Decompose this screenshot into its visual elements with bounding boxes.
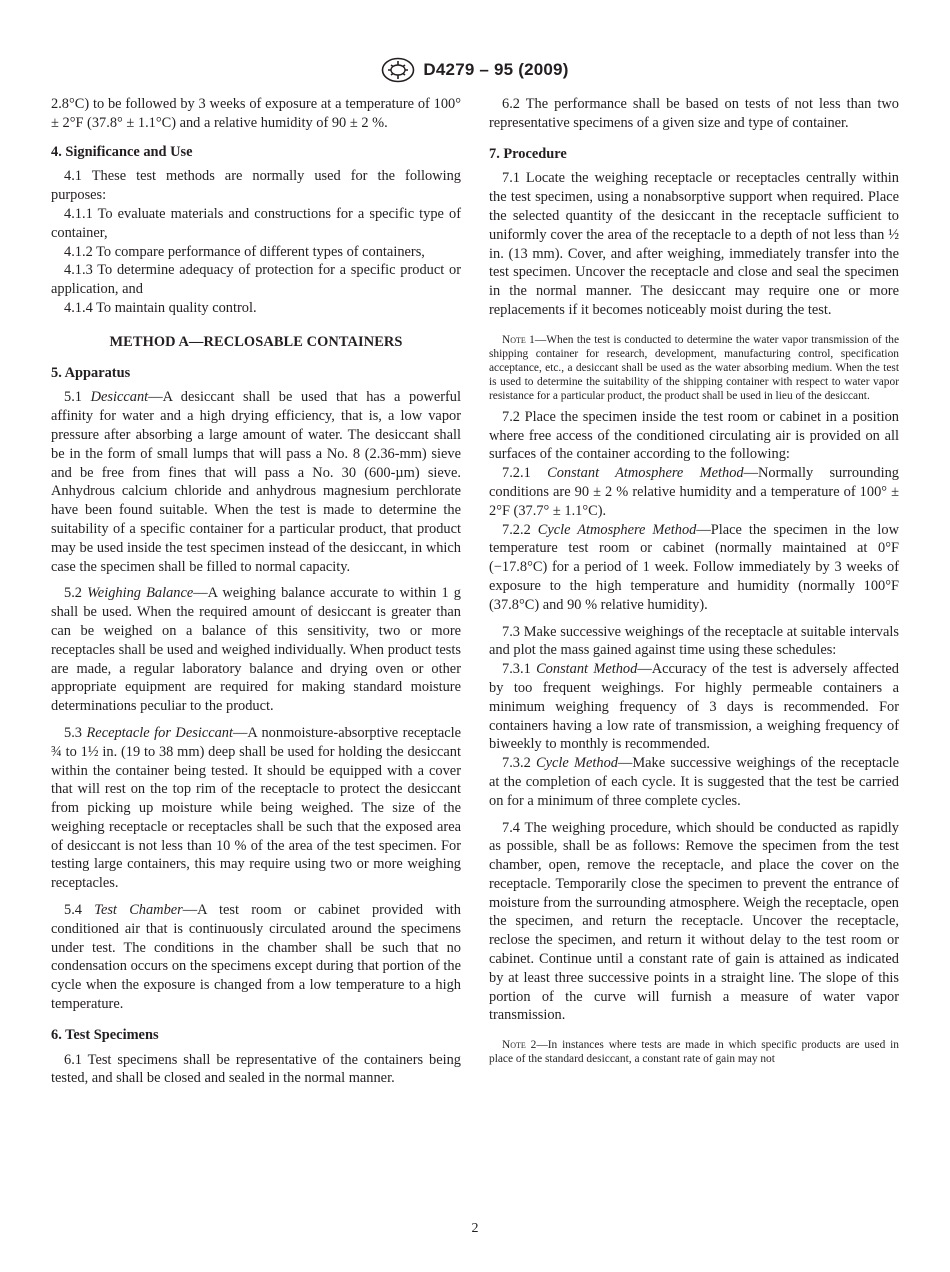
paragraph-7-2: 7.2 Place the specimen inside the test room or cabinet in a position where free access of the conditioned circulating air is provided on all surfaces of the container according to the following: xyxy=(489,408,899,463)
paragraph-7-3: 7.3 Make successive weighings of the receptacle at suitable intervals and plot the mass gained against time using these schedules: xyxy=(489,623,899,659)
right-column xyxy=(489,95,899,1071)
note-2: Note 2—In instances where tests are made in which specific products are used in place of the standard desiccant, a constant rate of gain may not xyxy=(489,1039,899,1066)
note-1: Note 1—When the test is conducted to determine the water vapor transmission of the shipping container for research, development, manufacturing control, specification acceptance, etc., a desiccant shall be used as the water absorbing medium. When the test is used to determine the suitability of the shipping container with respect to water vapor resistance for a particular product, the product shall be used in lieu of the desiccant. xyxy=(489,333,900,402)
paragraph-5-3: 5.3 Receptacle for Desiccant—A nonmoisture-absorptive receptacle ¾ to 1½ in. (19 to 38 mm) deep shall be used for holding the desiccant within the container being tested. It should be equipped with a cover that will rest on the top rim of the receptacle to protect the desiccant from picking up moisture while being weighed. The size of the weighing receptacle or receptacles shall be such that the exposed area of desiccant is not less than 10 % of the area of the test specimen. For testing large containers, this may require using two or more weighing receptacles. xyxy=(51,724,461,892)
paragraph-6-2: 6.2 The performance shall be based on tests of not less than two representative specimens of a given size and type of container. xyxy=(489,96,899,131)
paragraph-4-1-2: 4.1.2 To compare performance of different types of containers, xyxy=(64,243,425,260)
paragraph-7-2-1: 7.2.1 Constant Atmosphere Method—Normally surrounding conditions are 90 ± 2 % relative humidity and a temperature of 100° ± 2°F (37.7° ± 1.1°C). xyxy=(489,465,899,519)
paragraph-4-1-1: 4.1.1 To evaluate materials and constructions for a specific type of container, xyxy=(51,205,461,241)
paragraph-5-4: 5.4 Test Chamber—A test room or cabinet provided with conditioned air that is continuously circulated around the specimens under test. The conditions in the chamber shall be such that no condensation occurs on the specimens except during that portion of the cycle when the exposure is changed from a low temperature to a high temperature. xyxy=(51,902,461,1013)
paragraph-4-1: 4.1 These test methods are normally used for the following purposes: xyxy=(51,168,461,204)
section-5-title: 5. Apparatus xyxy=(51,364,131,381)
paragraph-6-1: 6.1 Test specimens shall be representative of the containers being tested, and shall be closed and sealed in the normal manner. xyxy=(51,1051,461,1087)
paragraph-7-4: 7.4 The weighing procedure, which should be conducted as rapidly as possible, shall be as follows: Remove the specimen from the test chamber, open, remove the receptacle, and place the cover on the receptacle. Temporarily close the specimen to prevent the entrance of moisture from the surrounding atmosphere. Weigh the receptacle, open the specimen, and return the receptacle. Uncover the receptacle, reclose the specimen, and return it without delay to the test room or cabinet. Continue until a constant rate of gain is attained as indicated by at least three successive points in a straight line. The slope of this portion of the curve will furnish a measure of water vapor transmission. xyxy=(489,819,899,1024)
paragraph-4-1-3: 4.1.3 To determine adequacy of protection for a specific product or application, and xyxy=(51,262,461,298)
paragraph-7-1: 7.1 Locate the weighing receptacle or receptacles centrally within the test specimen, using a nonabsorptive support when required. Place the selected quantity of the desiccant in the receptacle sufficient to uniformly cover the area of the receptacle to a depth of not less than ½ in. (13 mm). Cover, and after weighing, immediately transfer into the test specimen. Uncover the receptacle and close and seal the specimen in the normal manner. The desiccant may require one or more replacements if it becomes noticeably moist during the test. xyxy=(489,170,899,318)
paragraph-4-1-4: 4.1.4 To maintain quality control. xyxy=(64,299,257,316)
page-header xyxy=(0,56,950,84)
paragraph-7-3-1: 7.3.1 Constant Method—Accuracy of the test is adversely affected by too frequent weighings. For highly permeable containers a minimum weighing frequency of 3 days is recommended. For containers having a low rate of transmission, a weighing frequency of biweekly to monthly is recommended. xyxy=(489,661,899,753)
page-number: 2 xyxy=(471,1221,479,1236)
paragraph-continuation: 2.8°C) to be followed by 3 weeks of exposure at a temperature of 100° ± 2°F (37.8° ± 1.1°C) and a relative humidity of 90 ± 2 %. xyxy=(51,96,461,131)
paragraph-5-2: 5.2 Weighing Balance—A weighing balance accurate to within 1 g shall be used. When the required amount of desiccant is greater than can be weighed on a balance of this sensitivity, two or more receptacles shall be used and weighed individually. When product tests are made, a regular laboratory balance and drying oven or other appropriate equipment are required for making standard moisture determinations peculiar to the product. xyxy=(51,585,461,715)
paragraph-7-2-2: 7.2.2 Cycle Atmosphere Method—Place the specimen in the low temperature test room or cabinet (normally maintained at 0°F (−17.8°C) for a period of 1 week. Follow immediately by 3 weeks of exposure to the high temperature and humidity (normally 100°F (37.8°C) and 90 % relative humidity). xyxy=(489,521,899,613)
method-a-title: METHOD A—RECLOSABLE CONTAINERS xyxy=(109,333,403,350)
astm-logo-icon xyxy=(381,57,415,83)
paragraph-7-3-2: 7.3.2 Cycle Method—Make successive weighings of the receptacle at the completion of each cycle. It is suggested that the test be carried on for a minimum of three complete cycles. xyxy=(489,755,899,809)
section-6-title: 6. Test Specimens xyxy=(51,1026,159,1043)
left-column xyxy=(51,95,461,1088)
standard-designation: D4279 – 95 (2009) xyxy=(423,60,569,79)
paragraph-5-1: 5.1 Desiccant—A desiccant shall be used that has a powerful affinity for water and a high drying efficiency, that is, a low vapor pressure after absorbing a large amount of water. The desiccant shall be in the form of small lumps that will pass a No. 8 (2.36-mm) sieve and be free from fines that will pass a No. 30 (600-µm) sieve. Anhydrous calcium chloride and anhydrous magnesium perchlorate have been found suitable. When the test is made to determine the suitability of a specific container for a particular product, that product may be used inside the test specimen instead of the desiccant, in which case the specimen shall be filled to normal capacity. xyxy=(51,389,461,575)
section-4-title: 4. Significance and Use xyxy=(51,143,193,160)
section-7-title: 7. Procedure xyxy=(489,145,567,162)
